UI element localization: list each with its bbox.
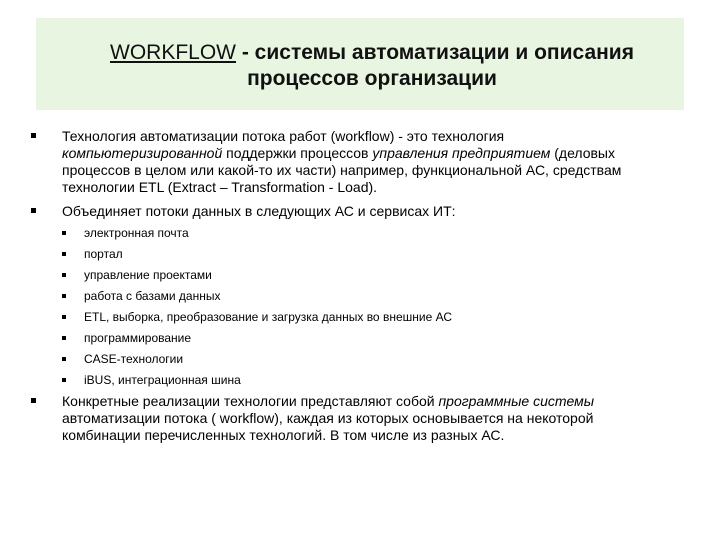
sub-bullet	[62, 336, 66, 340]
sub-bullet	[62, 252, 66, 256]
line: комбинации перечисленных технологий. В том числе из разных АС.	[62, 427, 505, 443]
bullet-3-text	[62, 393, 702, 444]
sub-bullet	[62, 231, 66, 235]
sub-bullet	[62, 294, 66, 298]
list-item: ETL, выборка, преобразование и загрузка данных во внешние АС	[84, 310, 452, 324]
list-item: CASE-технологии	[84, 352, 184, 366]
line: автоматизации потока ( workflow), каждая из которых основывается на некоторой	[62, 410, 594, 426]
italic-text: программные системы	[438, 393, 595, 409]
list-item: электронная почта	[84, 226, 189, 240]
sub-bullet	[62, 273, 66, 277]
bullet-square	[31, 398, 36, 403]
bullet-square	[31, 133, 36, 138]
sub-bullet	[62, 378, 66, 382]
line: технологии ETL (Extract – Transformation - Load).	[62, 179, 378, 195]
list-item: программирование	[84, 331, 192, 345]
list-item: портал	[84, 247, 123, 261]
text: поддержки процессов	[222, 145, 373, 161]
italic-text: управления предприятием	[372, 145, 551, 161]
bullet-square	[31, 208, 36, 213]
list-item: iBUS, интеграционная шина	[84, 373, 241, 387]
list-item: работа с базами данных	[84, 289, 221, 303]
text: (деловых	[550, 145, 615, 161]
title-text: - системы автоматизации и описания	[236, 41, 634, 64]
title-line2: процессов организации	[247, 67, 497, 90]
sub-bullet	[62, 357, 66, 361]
line: процессов в целом или какой-то их части) например, функциональной АС, средствам	[62, 162, 622, 178]
line: Технология автоматизации потока работ (workflow) - это технология	[62, 128, 505, 144]
line	[62, 145, 702, 162]
sub-bullet	[62, 315, 66, 319]
italic-text: компьютеризированной	[62, 145, 223, 161]
slide-title	[36, 40, 708, 92]
bullet-2-text: Объединяет потоки данных в следующих АС и сервисах ИТ:	[62, 203, 456, 219]
text: Конкретные реализации технологии представляют собой	[62, 393, 439, 409]
line	[62, 393, 702, 410]
bullet-1-text	[62, 128, 702, 196]
list-item: управление проектами	[84, 268, 212, 282]
workflow-link[interactable]: WORKFLOW	[110, 41, 237, 64]
